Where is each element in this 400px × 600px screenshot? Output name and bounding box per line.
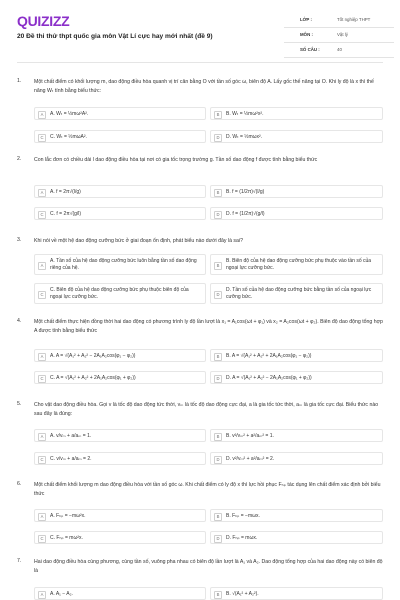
option-text: A. Tần số của hệ dao động cưỡng bức luôn bằng tần số dao động riêng của hệ. <box>50 258 197 271</box>
option-letter: C <box>38 375 46 383</box>
option-text: B. Wₜ = ½mω²x². <box>226 111 264 118</box>
option-letter: C <box>38 291 46 299</box>
option-text: D. f = (1/2π)√(g/l) <box>226 211 265 218</box>
question-number: 1. <box>17 78 22 84</box>
option-a[interactable] <box>34 429 206 442</box>
option-text: A. A₁ − A₂. <box>50 591 73 598</box>
option-letter: A <box>38 189 46 197</box>
option-letter: B <box>214 353 222 361</box>
option-letter: D <box>214 211 222 219</box>
option-d[interactable] <box>210 371 383 384</box>
option-c[interactable] <box>34 283 206 304</box>
option-letter: A <box>38 591 46 599</box>
header <box>0 0 400 62</box>
option-letter: D <box>214 134 222 142</box>
option-text: C. Biên độ của hệ dao động cưỡng bức phụ thuộc biên độ của ngoại lực cưỡng bức. <box>50 287 189 300</box>
option-letter: B <box>214 433 222 441</box>
option-c[interactable] <box>34 207 206 220</box>
option-letter: D <box>214 375 222 383</box>
meta-row-subject <box>284 28 394 43</box>
option-text: C. v/vₘ + a/aₘ = 2. <box>50 456 92 463</box>
option-letter: B <box>214 262 222 270</box>
header-divider <box>17 62 383 63</box>
option-text: B. Fₕₚ = −mωx. <box>226 513 260 520</box>
option-text: C. f = 2π√(g/l) <box>50 211 82 218</box>
question-text: Cho vật dao động điều hòa. Gọi v là tốc độ dao động tức thời, vₘ là tốc độ dao động cực đại, a là gia tốc tức thời, aₘ là gia tốc cực đại. Biểu thức nào sau đây là đúng: <box>34 402 379 417</box>
option-c[interactable] <box>34 452 206 465</box>
option-letter: B <box>214 189 222 197</box>
option-a[interactable] <box>34 185 206 198</box>
question-text: Con lắc đơn có chiều dài l dao động điều hòa tại nơi có gia tốc trọng trường g. Tần số dao động f được tính bằng biểu thức <box>34 157 318 163</box>
question-text: Khi nói về một hệ dao động cưỡng bức ở giai đoạn ổn định, phát biểu nào dưới đây là sai? <box>34 238 243 244</box>
option-letter: B <box>214 591 222 599</box>
option-text: B. Biên độ của hệ dao động cưỡng bức phụ thuộc vào tần số của ngoại lực cưỡng bức. <box>226 258 372 271</box>
option-text: D. Tần số của hệ dao động cưỡng bức bằng tần số của ngoại lực cưỡng bức. <box>226 287 372 300</box>
option-letter: A <box>38 353 46 361</box>
option-b[interactable] <box>210 587 383 600</box>
quizizz-logo: QUIZIZZ <box>17 13 70 29</box>
meta-row-class <box>284 13 394 28</box>
option-a[interactable] <box>34 587 206 600</box>
question-number: 3. <box>17 237 22 243</box>
option-b[interactable] <box>210 254 383 275</box>
option-a[interactable] <box>34 107 206 120</box>
option-text: B. A = √(A₁² + A₂² + 2A₁A₂cos(φ₁ − φ₂)) <box>226 353 312 360</box>
option-d[interactable] <box>210 531 383 544</box>
option-a[interactable] <box>34 254 206 275</box>
option-text: A. A = √(A₁² + A₂² − 2A₁A₂cos(φ₁ − φ₂)) <box>50 353 136 360</box>
option-b[interactable] <box>210 429 383 442</box>
option-letter: B <box>214 513 222 521</box>
meta-value: Tốt nghiệp THPT <box>337 17 371 22</box>
question-number: 2. <box>17 156 22 162</box>
question-text: Hai dao động điều hòa cùng phương, cùng tần số, vuông pha nhau có biên độ lần lượt là A₁ và A₂. Dao động tổng hợp của hai dao động này có biên độ là <box>34 559 383 574</box>
option-d[interactable] <box>210 130 383 143</box>
option-letter: D <box>214 535 222 543</box>
option-text: C. A = √(A₁² + A₂² + 2A₁A₂cos(φ₁ + φ₂)) <box>50 375 136 382</box>
option-b[interactable] <box>210 349 383 362</box>
option-letter: C <box>38 456 46 464</box>
option-letter: D <box>214 291 222 299</box>
option-text: B. v²/vₘ² + a²/aₘ² = 1. <box>226 433 274 440</box>
question-number: 6. <box>17 481 22 487</box>
question-number: 4. <box>17 318 22 324</box>
option-a[interactable] <box>34 349 206 362</box>
meta-table <box>284 13 394 58</box>
option-text: A. f = 2π√(l/g) <box>50 189 81 196</box>
option-text: D. Wₜ = ½mωx². <box>226 134 263 141</box>
option-letter: C <box>38 535 46 543</box>
option-letter: A <box>38 111 46 119</box>
meta-label: MÔN : <box>300 32 313 37</box>
option-letter: C <box>38 211 46 219</box>
option-text: A. v/vₘ + a/aₘ = 1. <box>50 433 92 440</box>
option-text: D. v²/vₘ² + a²/aₘ² = 2. <box>226 456 275 463</box>
option-text: C. Fₕₚ = mω²x. <box>50 535 83 542</box>
option-text: B. √(A₁² + A₂²). <box>226 591 259 598</box>
question-text: Một chất điểm có khối lượng m, dao động điều hòa quanh vị trí cân bằng O với tần số góc ω, biên độ A. Lấy gốc thế năng tại O. Khi ly độ là x thì thế năng Wₜ tính bằng biểu thức: <box>34 79 374 94</box>
option-letter: B <box>214 111 222 119</box>
option-b[interactable] <box>210 509 383 522</box>
question-number: 5. <box>17 401 22 407</box>
option-c[interactable] <box>34 531 206 544</box>
option-letter: A <box>38 262 46 270</box>
option-a[interactable] <box>34 509 206 522</box>
option-letter: A <box>38 513 46 521</box>
option-text: D. A = √(A₁² + A₂² − 2A₁A₂cos(φ₁ + φ₂)) <box>226 375 312 382</box>
option-text: A. Fₕₚ = −mω²x. <box>50 513 86 520</box>
option-text: B. f = (1/2π)√(l/g) <box>226 189 265 196</box>
option-b[interactable] <box>210 107 383 120</box>
question-number: 7. <box>17 558 22 564</box>
option-text: D. Fₕₚ = mωx. <box>226 535 258 542</box>
meta-row-count <box>284 43 394 58</box>
option-b[interactable] <box>210 185 383 198</box>
question-text: Một chất điểm khối lượng m dao động điều hòa với tần số góc ω. Khi chất điểm có ly độ x thì lực hồi phục Fₕₚ tác dụng lên chất điểm xác định bởi biểu thức <box>34 482 381 497</box>
option-text: C. Wₜ = ½mωA². <box>50 134 87 141</box>
meta-label: LỚP : <box>300 17 312 22</box>
option-d[interactable] <box>210 207 383 220</box>
option-c[interactable] <box>34 130 206 143</box>
option-letter: C <box>38 134 46 142</box>
meta-label: SỐ CÂU : <box>300 47 320 52</box>
option-c[interactable] <box>34 371 206 384</box>
option-text: A. Wₜ = ½mω²A². <box>50 111 89 118</box>
question-text: Một chất điểm thực hiện đồng thời hai dao động có phương trình ly độ lần lượt là x₁ = A₁cos(ωt + φ₁) và x₂ = A₂cos(ωt + φ₂). Biên độ dao động tổng hợp A được tính bằng biểu thức <box>34 319 383 334</box>
option-letter: D <box>214 456 222 464</box>
option-d[interactable] <box>210 452 383 465</box>
option-d[interactable] <box>210 283 383 304</box>
option-letter: A <box>38 433 46 441</box>
meta-value: 40 <box>337 47 342 52</box>
meta-value: Vật lý <box>337 32 348 37</box>
worksheet-title: 20 Đề thi thử thpt quốc gia môn Vật Lí cực hay mới nhất (đề 9) <box>17 33 213 40</box>
